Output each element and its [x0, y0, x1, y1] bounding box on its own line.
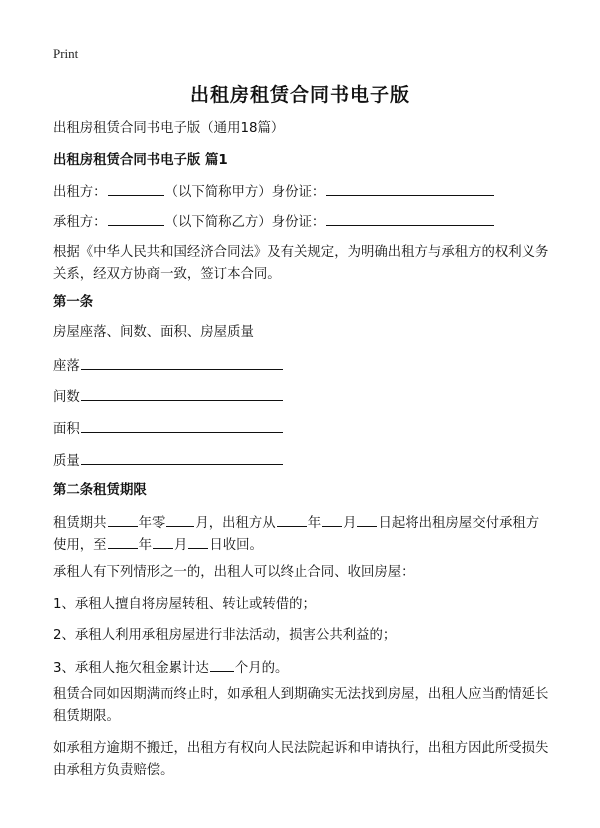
blank: [108, 536, 138, 549]
term-line-1: [53, 514, 539, 532]
item3-text: 个月的。: [234, 661, 289, 676]
blank: [166, 514, 194, 527]
field-location: [53, 357, 284, 375]
party-b-id-blank: [326, 213, 494, 226]
article2-heading: 第二条租赁期限: [53, 483, 147, 498]
article1-intro: 房屋座落、间数、面积、房屋质量: [53, 325, 254, 340]
field-blank: [81, 357, 283, 370]
overdue-paragraph: 如承租方逾期不搬迁，出租方有权向人民法院起诉和申请执行，出租方因此所受损失由承租方负责赔偿。: [53, 741, 549, 778]
party-a-line: [53, 183, 495, 201]
term-text: 日收回。: [209, 538, 263, 553]
field-label: 间数: [53, 390, 80, 405]
term-text: 年: [307, 516, 322, 531]
page-title: 出租房租赁合同书电子版: [189, 84, 410, 106]
field-label: 面积: [53, 422, 80, 437]
blank: [108, 514, 138, 527]
term-text: 月: [173, 538, 188, 553]
party-a-note: （以下简称甲方）身份证：: [164, 185, 326, 200]
field-blank: [81, 388, 283, 401]
term-text: 年: [138, 538, 152, 553]
term-text: 租赁期共: [53, 516, 107, 531]
party-b-label: 承租方：: [53, 215, 107, 230]
subtitle: 出租房租赁合同书电子版（通用18篇）: [53, 121, 285, 136]
party-b-line: [53, 213, 495, 231]
terminate-item-1: 1、承租人擅自将房屋转租、转让或转借的；: [53, 597, 316, 612]
party-b-name-blank: [108, 213, 164, 226]
term-text: 月，出租方从: [195, 516, 276, 531]
field-rooms: [53, 388, 284, 406]
section-heading: 出租房租赁合同书电子版 篇1: [53, 153, 228, 168]
party-a-name-blank: [108, 183, 164, 196]
blank: [153, 536, 173, 549]
field-area: [53, 420, 284, 438]
field-quality: [53, 452, 284, 470]
field-label: 质量: [53, 454, 80, 469]
blank: [322, 514, 342, 527]
article1-heading: 第一条: [53, 295, 94, 310]
terminate-item-3: [53, 659, 288, 677]
field-blank: [81, 420, 283, 433]
print-link[interactable]: Print: [53, 46, 79, 61]
term-text: 日起将出租房屋交付承租方: [378, 516, 540, 531]
term-line-2: [53, 536, 263, 554]
preamble: 根据《中华人民共和国经济合同法》及有关规定，为明确出租方与承租方的权利义务关系，经双方协商一致，签订本合同。: [53, 245, 549, 282]
party-a-label: 出租方：: [53, 185, 107, 200]
term-text: 使用，至: [53, 538, 107, 553]
blank: [277, 514, 307, 527]
blank: [357, 514, 377, 527]
party-b-note: （以下简称乙方）身份证：: [164, 215, 326, 230]
field-blank: [81, 452, 283, 465]
party-a-id-blank: [326, 183, 494, 196]
term-text: 年零: [138, 516, 166, 531]
term-text: 月: [343, 516, 357, 531]
terminate-item-2: 2、承租人利用承租房屋进行非法活动，损害公共利益的；: [53, 628, 397, 643]
blank: [188, 536, 208, 549]
item3-text: 3、承租人拖欠租金累计达: [53, 661, 209, 676]
expiry-paragraph: 租赁合同如因期满而终止时，如承租人到期确实无法找到房屋，出租人应当酌情延长租赁期限。: [53, 687, 549, 724]
blank: [210, 659, 234, 672]
terminate-intro: 承租人有下列情形之一的，出租人可以终止合同、收回房屋：: [53, 565, 415, 580]
field-label: 座落: [53, 359, 80, 374]
